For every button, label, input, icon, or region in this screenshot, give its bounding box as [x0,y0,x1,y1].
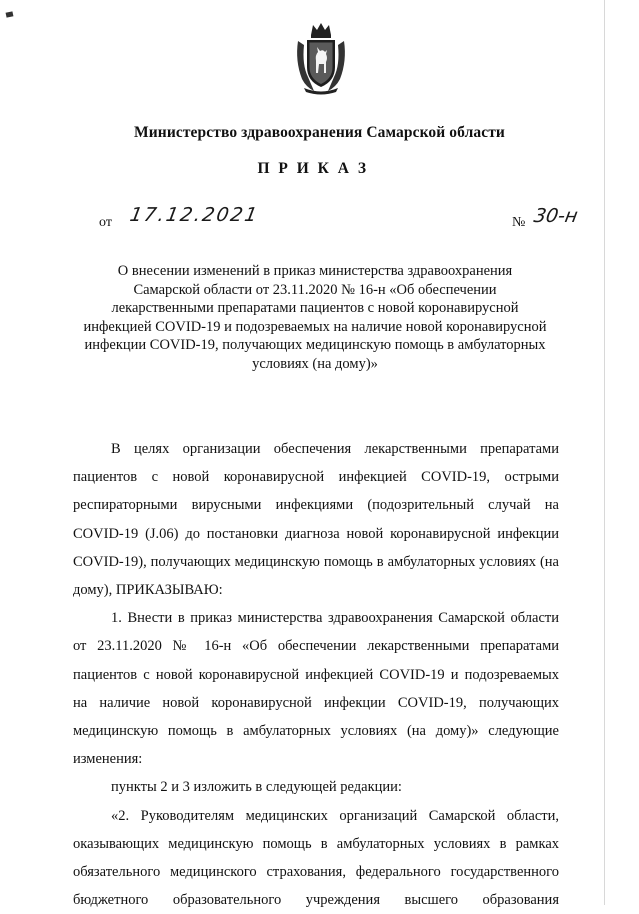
subject-line: Самарской области от 23.11.2020 № 16-н «Об обеспечении [133,281,497,298]
order-body [73,435,559,914]
document-type-title: П Р И К А З [257,160,369,177]
date-prefix-label: от [99,215,112,230]
order-subject [60,262,570,373]
ministry-name: Министерство здравоохранения Самарской области [134,124,505,141]
handwritten-date: 17.12.2021 [128,204,261,226]
subject-line: условиях (на дому)» [252,355,378,372]
amendment-intro-paragraph: пункты 2 и 3 изложить в следующей редакции: [111,779,402,796]
samara-coat-of-arms-icon [294,21,348,95]
subject-line: лекарственными препаратами пациентов с новой коронавирусной [111,300,519,316]
subject-line: инфекцией COVID-19 и подозреваемых на наличие новой коронавирусной [83,318,547,335]
handwritten-number: 30-н [532,205,580,227]
number-prefix-label: № [512,215,526,230]
subject-line: инфекции COVID-19, получающих медицинскую помощь в амбулаторных [84,337,546,353]
item-1-paragraph: 1. Внести в приказ министерства здравоохранения Самарской области от 23.11.2020 № 16-н «Об обеспечении лекарственными препаратами пациентов с новой коронавирусной инфекцией COVID-19 и подозреваемых на наличие новой коронавирусной инфекции COVID-19, получающих медицинскую помощь в амбулаторных условиях (на дому)» следующие изменения: [73,610,559,768]
preamble-paragraph: В целях организации обеспечения лекарственными препаратами пациентов с новой коронавирусной инфекцией COVID-19, острыми респираторными вирусными инфекциями (подозрительный случай на COVID-19 (J.06) до постановки диагноза новой коронавирусной инфекции COVID-19), получающих медицинскую помощь в амбулаторных условиях (на дому), ПРИКАЗЫВАЮ: [73,441,559,599]
subject-line: О внесении изменений в приказ министерства здравоохранения [117,263,513,279]
scan-artifact [6,11,14,17]
item-2-paragraph: «2. Руководителям медицинских организаций Самарской области, оказывающих медицинскую помощь в амбулаторных условиях в рамках обязательного медицинского страхования, федерального государственного бюджетного образовательного учреждения высшего образования [73,807,559,909]
date-number-row [0,204,639,234]
